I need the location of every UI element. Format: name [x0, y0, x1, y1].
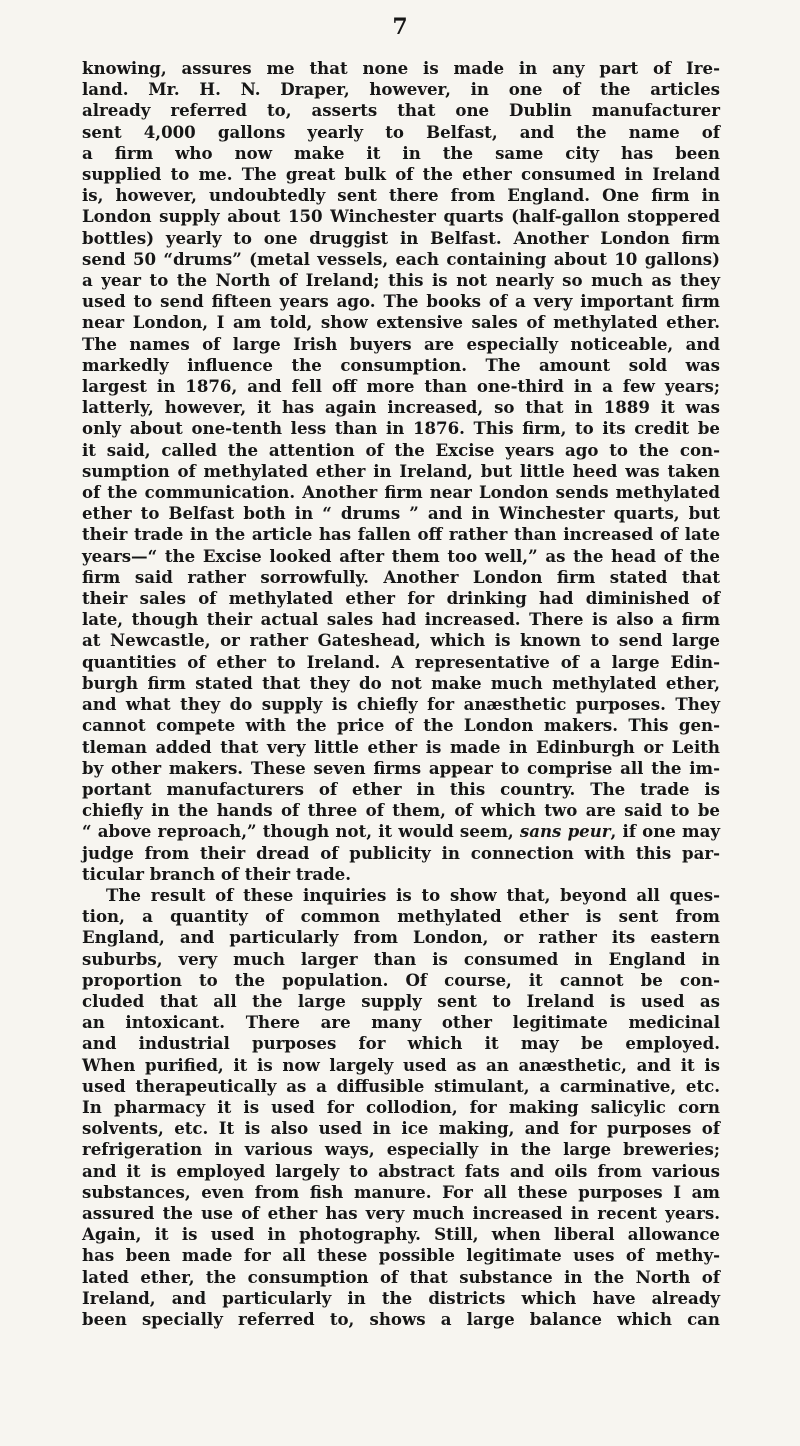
text-line: used therapeutically as a diffusible stimulant, a carminative, etc. [82, 1075, 720, 1096]
text-line: land. Mr. H. N. Draper, however, in one of the articles [82, 79, 720, 100]
text-line: a year to the North of Ireland; this is not nearly so much as they [82, 270, 720, 291]
text-line: supplied to me. The great bulk of the ether consumed in Ireland [82, 164, 720, 185]
text-line: already referred to, asserts that one Dublin manufacturer [82, 100, 720, 121]
text-line: of the communication. Another firm near London sends methylated [82, 482, 720, 503]
text-line: Again, it is used in photography. Still, when liberal allowance [82, 1224, 720, 1245]
text-line: refrigeration in various ways, especially in the large breweries; [82, 1139, 720, 1160]
text-line: by other makers. These seven firms appear to comprise all the im- [82, 757, 720, 778]
text-line: cannot compete with the price of the London makers. This gen- [82, 715, 720, 736]
text-line: a firm who now make it in the same city has been [82, 142, 720, 163]
body-text [82, 58, 720, 1330]
text-line: has been made for all these possible legitimate uses of methy- [82, 1245, 720, 1266]
text-line: suburbs, very much larger than is consumed in England in [82, 948, 720, 969]
paragraph [82, 885, 720, 1330]
text-line: “ above reproach,” though not, it would seem, sans peur, if one may [82, 821, 720, 842]
text-line: judge from their dread of publicity in connection with this par- [82, 842, 720, 863]
paragraph [82, 58, 720, 885]
text-line: their sales of methylated ether for drinking had diminished of [82, 588, 720, 609]
text-line: is, however, undoubtedly sent there from England. One firm in [82, 185, 720, 206]
text-line: late, though their actual sales had increased. There is also a firm [82, 609, 720, 630]
text-line: latterly, however, it has again increased, so that in 1889 it was [82, 397, 720, 418]
text-line: sent 4,000 gallons yearly to Belfast, and the name of [82, 121, 720, 142]
text-line: been specially referred to, shows a large balance which can [82, 1308, 720, 1329]
text-line: send 50 “drums” (metal vessels, each containing about 10 gallons) [82, 248, 720, 269]
text-line: years—“ the Excise looked after them too well,” as the head of the [82, 545, 720, 566]
text-line: burgh firm stated that they do not make much methylated ether, [82, 672, 720, 693]
text-line: used to send fifteen years ago. The books of a very important firm [82, 291, 720, 312]
text-line: England, and particularly from London, or rather its eastern [82, 927, 720, 948]
text-line: markedly influence the consumption. The amount sold was [82, 354, 720, 375]
text-line: assured the use of ether has very much increased in recent years. [82, 1202, 720, 1223]
text-line: knowing, assures me that none is made in any part of Ire- [82, 58, 720, 78]
text-line: The names of large Irish buyers are especially noticeable, and [82, 333, 720, 354]
text-line: bottles) yearly to one druggist in Belfast. Another London firm [82, 227, 720, 248]
text-line: The result of these inquiries is to show that, beyond all ques- [106, 884, 720, 905]
text-line: quantities of ether to Ireland. A representative of a large Edin- [82, 651, 720, 672]
text-line: and what they do supply is chiefly for anæsthetic purposes. They [82, 694, 720, 715]
italic-phrase: sans peur [519, 821, 611, 842]
text-line: and it is employed largely to abstract fats and oils from various [82, 1160, 720, 1181]
text-line: at Newcastle, or rather Gateshead, which is known to send large [82, 630, 720, 651]
text-line: cluded that all the large supply sent to Ireland is used as [82, 990, 720, 1011]
text-line: ticular branch of their trade. [82, 863, 352, 884]
text-line: substances, even from fish manure. For all these purposes I am [82, 1181, 720, 1202]
text-line: their trade in the article has fallen off rather than increased of late [82, 524, 720, 545]
text-line: only about one-tenth less than in 1876. This firm, to its credit be [82, 418, 720, 439]
text-line: tion, a quantity of common methylated ether is sent from [82, 906, 720, 927]
text-line: near London, I am told, show extensive sales of methylated ether. [82, 312, 720, 333]
page-number: 7 [392, 14, 408, 40]
text-line: sumption of methylated ether in Ireland, but little heed was taken [82, 460, 720, 481]
text-line: tleman added that very little ether is made in Edinburgh or Leith [82, 736, 720, 757]
text-line: London supply about 150 Winchester quarts (half-gallon stoppered [82, 206, 720, 227]
text-line: and industrial purposes for which it may be employed. [82, 1033, 720, 1054]
text-line: proportion to the population. Of course, it cannot be con- [82, 969, 720, 990]
text-line: largest in 1876, and fell off more than one-third in a few years; [82, 376, 720, 397]
text-line: lated ether, the consumption of that substance in the North of [82, 1266, 720, 1287]
text-line: ether to Belfast both in “ drums ” and in Winchester quarts, but [82, 503, 720, 524]
text-line: solvents, etc. It is also used in ice making, and for purposes of [82, 1118, 720, 1139]
text-line: it said, called the attention of the Excise years ago to the con- [82, 439, 720, 460]
text-line: When purified, it is now largely used as an anæsthetic, and it is [82, 1054, 720, 1075]
text-line: In pharmacy it is used for collodion, for making salicylic corn [82, 1096, 720, 1117]
text-line: an intoxicant. There are many other legitimate medicinal [82, 1012, 720, 1033]
text-line: chiefly in the hands of three of them, of which two are said to be [82, 800, 720, 821]
text-line: portant manufacturers of ether in this country. The trade is [82, 778, 720, 799]
text-line: firm said rather sorrowfully. Another London firm stated that [82, 566, 720, 587]
text-line: Ireland, and particularly in the districts which have already [82, 1287, 720, 1308]
